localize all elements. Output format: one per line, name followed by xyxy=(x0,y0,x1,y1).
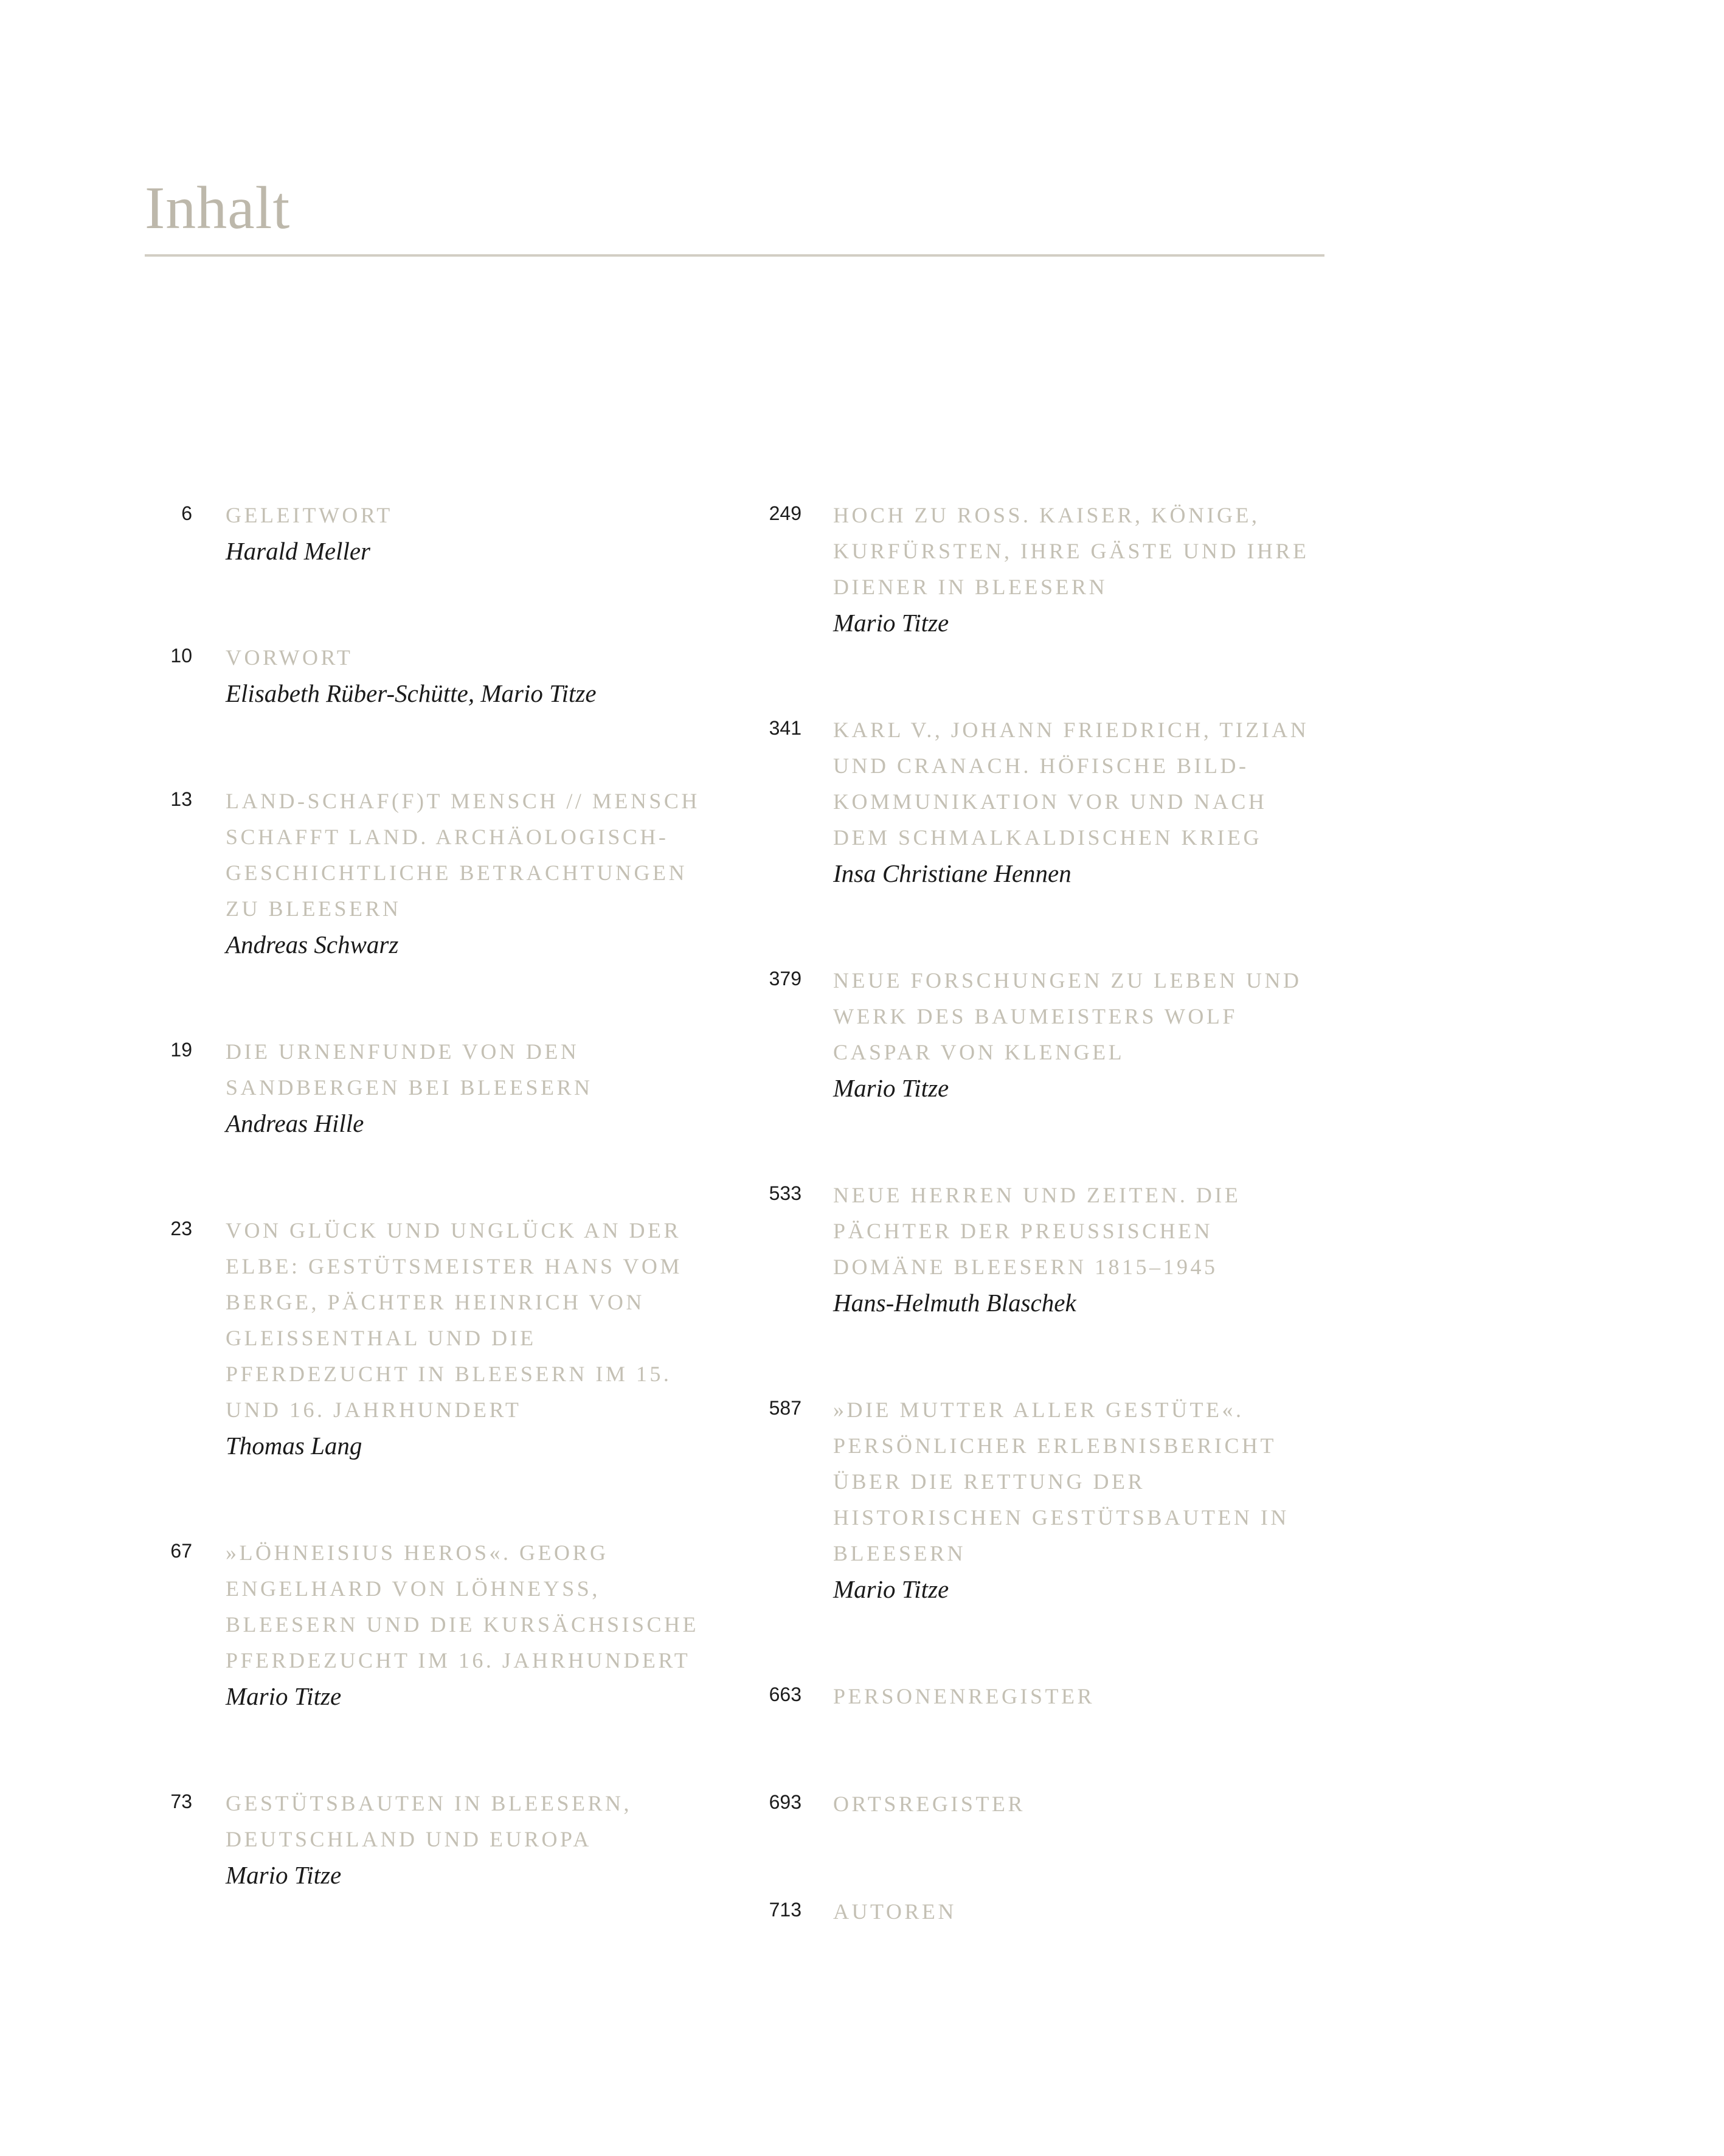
entry-title: GELEITWORT xyxy=(226,503,393,527)
entry-page-number: 13 xyxy=(170,788,192,810)
toc-entry[interactable] xyxy=(753,497,1355,712)
page-title: Inhalt xyxy=(145,174,291,241)
toc-entry[interactable] xyxy=(145,1213,753,1535)
entry-author: Mario Titze xyxy=(226,1682,342,1710)
entry-page-number: 23 xyxy=(170,1218,192,1239)
title-divider xyxy=(145,254,1324,257)
entry-title: »LÖHNEISIUS HEROS«. GEORG ENGELHARD VON LÖHNEYSS, BLEESERN UND DIE KURSÄCHSISCHE PFERDEZUCHT IM 16. JAHRHUNDERT xyxy=(226,1541,699,1672)
entry-author: Mario Titze xyxy=(833,1074,949,1102)
entry-author: Hans-Helmuth Blaschek xyxy=(833,1289,1076,1317)
entry-title: DIE URNENFUNDE VON DEN SANDBERGEN BEI BLEESERN xyxy=(226,1039,593,1100)
entry-title: VON GLÜCK UND UNGLÜCK AN DER ELBE: GESTÜTSMEISTER HANS VOM BERGE, PÄCHTER HEINRICH VON GLEISSENTHAL UND DIE PFERDEZUCHT IN BLEESERN IM 15. UND 16. JAHRHUNDERT xyxy=(226,1218,682,1422)
entry-author: Mario Titze xyxy=(226,1861,342,1889)
entry-page-number: 73 xyxy=(170,1790,192,1812)
entry-author: Insa Christiane Hennen xyxy=(833,859,1071,887)
entry-title: »DIE MUTTER ALLER GESTÜTE«. PERSÖNLICHER ERLEBNISBERICHT ÜBER DIE RETTUNG DER HISTORISCHEN GESTÜTSBAUTEN IN BLEESERN xyxy=(833,1398,1289,1565)
entry-title: NEUE FORSCHUNGEN ZU LEBEN UND WERK DES BAUMEISTERS WOLF CASPAR VON KLENGEL xyxy=(833,968,1302,1064)
entry-page-number: 693 xyxy=(769,1791,801,1813)
entry-title: PERSONENREGISTER xyxy=(833,1684,1095,1708)
entry-title: ORTSREGISTER xyxy=(833,1792,1025,1816)
toc-entry[interactable] xyxy=(145,1034,753,1213)
toc-entry[interactable] xyxy=(753,1177,1355,1392)
toc-entry[interactable] xyxy=(753,1392,1355,1679)
entry-author: Andreas Hille xyxy=(226,1109,364,1137)
toc-entry[interactable] xyxy=(145,1535,753,1786)
entry-title: AUTOREN xyxy=(833,1899,957,1924)
entry-page-number: 67 xyxy=(170,1540,192,1562)
entry-title: GESTÜTSBAUTEN IN BLEESERN, DEUTSCHLAND UND EUROPA xyxy=(226,1791,632,1851)
entry-page-number: 587 xyxy=(769,1397,801,1419)
entry-page-number: 249 xyxy=(769,502,801,524)
toc-entry[interactable] xyxy=(753,712,1355,963)
entry-author: Mario Titze xyxy=(833,609,949,637)
toc-entry[interactable] xyxy=(753,1679,1355,1786)
entry-title: NEUE HERREN UND ZEITEN. DIE PÄCHTER DER PREUSSISCHEN DOMÄNE BLEESERN 1815–1945 xyxy=(833,1183,1241,1279)
entry-page-number: 19 xyxy=(170,1039,192,1061)
entry-page-number: 341 xyxy=(769,717,801,739)
toc-column-left xyxy=(145,497,753,1893)
toc-entry[interactable] xyxy=(145,640,753,783)
toc-column-right xyxy=(753,497,1355,1930)
toc-entry[interactable] xyxy=(145,1786,753,1893)
entry-author: Harald Meller xyxy=(226,537,370,565)
entry-page-number: 533 xyxy=(769,1182,801,1204)
entry-page-number: 713 xyxy=(769,1899,801,1921)
toc-entry[interactable] xyxy=(753,1894,1355,1930)
entry-author: Mario Titze xyxy=(833,1575,949,1603)
entry-page-number: 663 xyxy=(769,1683,801,1705)
toc-entry[interactable] xyxy=(145,497,753,640)
entry-title: KARL V., JOHANN FRIEDRICH, TIZIAN UND CRANACH. HÖFISCHE BILD-KOMMUNIKATION VOR UND NACH DEM SCHMALKALDISCHEN KRIEG xyxy=(833,718,1309,850)
entry-title: HOCH ZU ROSS. KAISER, KÖNIGE, KURFÜRSTEN, IHRE GÄSTE UND IHRE DIENER IN BLEESERN xyxy=(833,503,1309,599)
entry-author: Elisabeth Rüber-Schütte, Mario Titze xyxy=(226,679,597,707)
entry-title: LAND-SCHAF(F)T MENSCH // MENSCH SCHAFFT LAND. ARCHÄOLOGISCH-GESCHICHTLICHE BETRACHTUNGEN ZU BLEESERN xyxy=(226,789,700,921)
toc-entry[interactable] xyxy=(753,1786,1355,1894)
entry-page-number: 6 xyxy=(181,502,192,524)
entry-page-number: 10 xyxy=(170,645,192,667)
entry-title: VORWORT xyxy=(226,645,353,670)
entry-author: Andreas Schwarz xyxy=(226,931,399,958)
toc-entry[interactable] xyxy=(145,783,753,1034)
entry-author: Thomas Lang xyxy=(226,1432,362,1460)
toc-entry[interactable] xyxy=(753,963,1355,1177)
entry-page-number: 379 xyxy=(769,968,801,990)
